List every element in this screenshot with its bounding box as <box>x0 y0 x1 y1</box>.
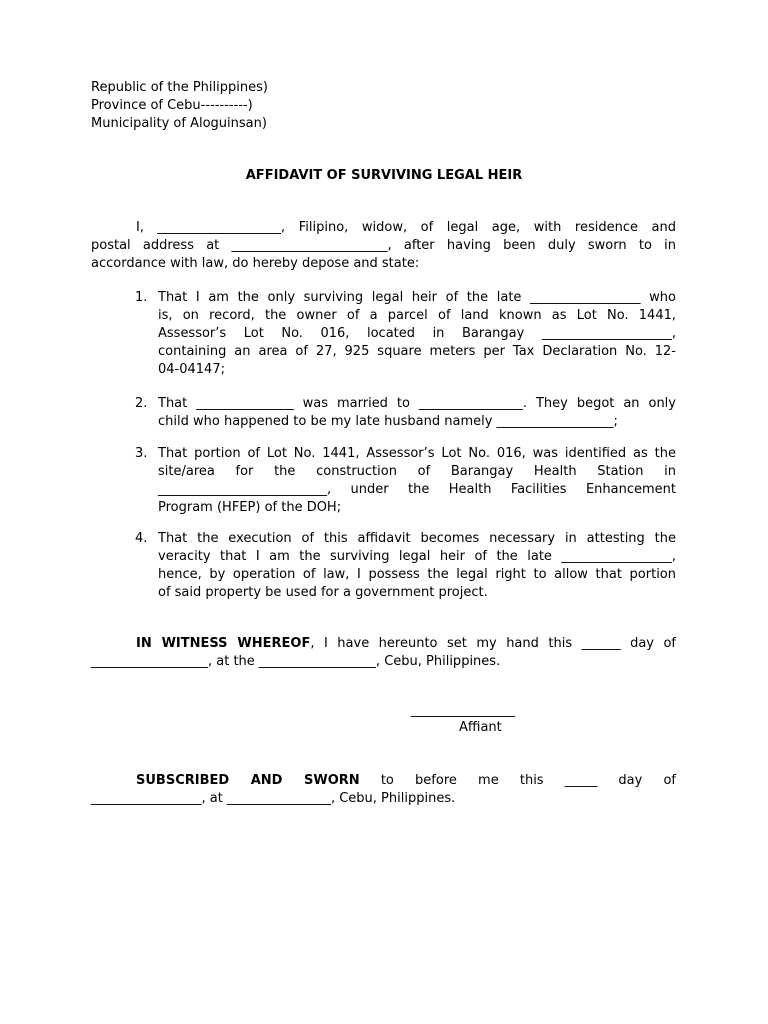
item-1-line: 04-04147; <box>158 362 225 377</box>
item-number: 2. <box>135 396 148 411</box>
intro-line-3: accordance with law, do hereby depose and state: <box>91 256 420 271</box>
item-1-line: Assessor’s Lot No. 016, located in Barangay ____________________, <box>158 326 676 341</box>
jurat-line-1 <box>91 772 676 790</box>
jurat-text: to before me this _____ day of <box>380 773 677 788</box>
item-2-line: child who happened to be my late husband namely __________________; <box>158 414 618 429</box>
item-4-line: of said property be used for a government project. <box>158 585 488 600</box>
witness-heading: IN WITNESS WHEREOF <box>136 636 311 651</box>
item-number: 4. <box>135 531 148 546</box>
witness-text: , I have hereunto set my hand this ______ day of <box>310 636 676 651</box>
item-number: 3. <box>135 446 148 461</box>
item-number: 1. <box>135 290 148 305</box>
intro-line-1: I, ___________________, Filipino, widow, of legal age, with residence and <box>136 220 676 235</box>
item-3-line: __________________________, under the Health Facilities Enhancement <box>158 482 676 497</box>
affiant-label: Affiant <box>459 720 502 735</box>
item-2-line: That _______________ was married to ________________. They begot an only <box>158 396 676 411</box>
item-3-line: Program (HFEP) of the DOH; <box>158 500 342 515</box>
item-1-line: That I am the only surviving legal heir of the late _________________ who <box>158 290 676 305</box>
witness-line-2: __________________, at the __________________, Cebu, Philippines. <box>91 654 501 669</box>
item-1-line: is, on record, the owner of a parcel of land known as Lot No. 1441, <box>158 308 676 323</box>
witness-line-1 <box>91 635 676 653</box>
document-title: AFFIDAVIT OF SURVIVING LEGAL HEIR <box>245 168 523 183</box>
signature-line: ________________ <box>411 703 515 718</box>
item-4-line: veracity that I am the surviving legal heir of the late _________________, <box>158 549 676 564</box>
caption-republic: Republic of the Philippines) <box>91 80 268 95</box>
item-1-line: containing an area of 27, 925 square meters per Tax Declaration No. 12- <box>158 344 676 359</box>
item-4-line: That the execution of this affidavit becomes necessary in attesting the <box>158 531 676 546</box>
item-3-line: site/area for the construction of Barangay Health Station in <box>158 464 676 479</box>
intro-line-2: postal address at ________________________, after having been duly sworn to in <box>91 238 676 253</box>
item-3-line: That portion of Lot No. 1441, Assessor’s Lot No. 016, was identified as the <box>158 446 676 461</box>
caption-province: Province of Cebu----------) <box>91 98 253 113</box>
item-4-line: hence, by operation of law, I possess the legal right to allow that portion <box>158 567 676 582</box>
caption-municipality: Municipality of Aloguinsan) <box>91 116 267 131</box>
jurat-line-2: _________________, at ________________, Cebu, Philippines. <box>91 791 456 806</box>
jurat-heading: SUBSCRIBED AND SWORN <box>136 773 360 788</box>
